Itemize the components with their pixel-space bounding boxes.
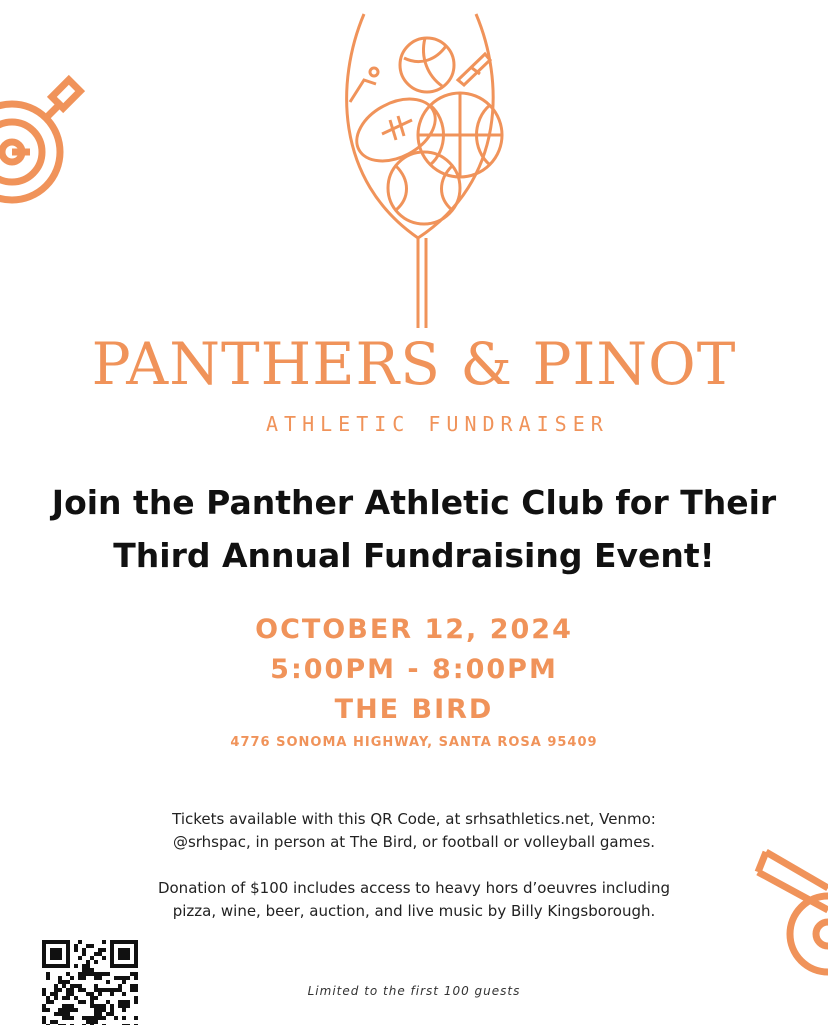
event-time: 5:00PM - 8:00PM xyxy=(270,654,558,685)
stopwatch-icon xyxy=(0,80,90,220)
event-title: PANTHERS & PINOT xyxy=(91,330,737,398)
donation-paragraph xyxy=(0,877,828,923)
qr-code-icon[interactable] xyxy=(42,940,138,1025)
donation-line-2: pizza, wine, beer, auction, and live music by Billy Kingsborough. xyxy=(172,902,656,920)
donation-line-1: Donation of $100 includes access to heavy hors d’oeuvres including xyxy=(157,879,671,897)
limit-note: Limited to the first 100 guests xyxy=(307,984,521,998)
wine-glass-with-sports-balls-icon xyxy=(330,10,510,330)
tickets-paragraph xyxy=(0,808,828,854)
headline-line-2: Third Annual Fundraising Event! xyxy=(113,536,715,575)
headline xyxy=(0,476,828,582)
event-venue: THE BIRD xyxy=(334,694,494,725)
ticket-info xyxy=(0,808,828,946)
event-address: 4776 SONOMA HIGHWAY, SANTA ROSA 95409 xyxy=(230,735,598,750)
tickets-line-1: Tickets available with this QR Code, at srhsathletics.net, Venmo: xyxy=(172,810,656,828)
event-date: OCTOBER 12, 2024 xyxy=(255,614,573,645)
event-subtitle: ATHLETIC FUNDRAISER xyxy=(266,412,609,436)
headline-line-1: Join the Panther Athletic Club for Their xyxy=(51,483,777,522)
tickets-line-2: @srhspac, in person at The Bird, or football or volleyball games. xyxy=(172,833,656,851)
